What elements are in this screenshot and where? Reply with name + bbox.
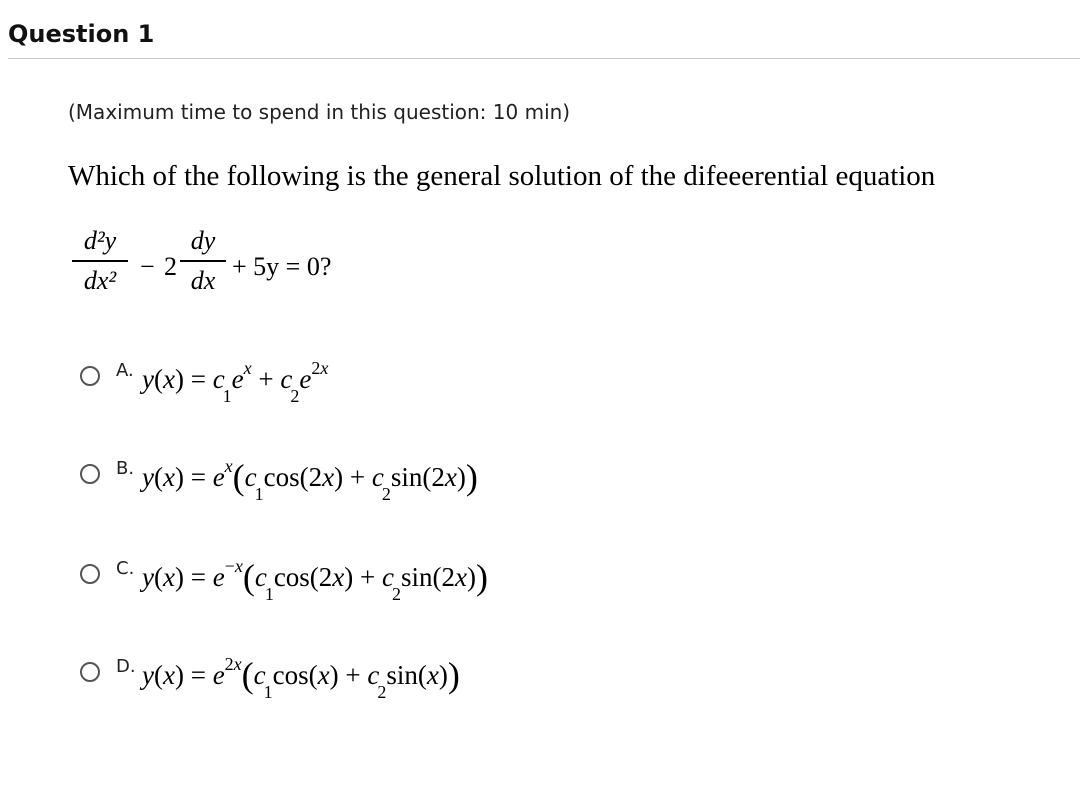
time-note: (Maximum time to spend in this question: 10 min) [68,100,571,124]
minus-sign: − [140,252,155,281]
option-b[interactable] [80,456,980,516]
fraction-dy-dx [180,224,226,298]
option-c-formula: $y(x) = e^{-x}(c_1\cos(2x) + c_2\sin(2x))$ [142,556,488,604]
fraction-bar [180,260,226,262]
option-c-letter: C. [116,558,135,579]
question-title: Question 1 [8,20,155,48]
option-b-letter: B. [116,458,135,479]
option-c-radio[interactable] [80,564,100,584]
option-b-formula: $y(x) = e^x(c_1\cos(2x) + c_2\sin(2x))$ [142,456,478,504]
fraction-denominator: dx [190,265,216,295]
option-d-letter: D. [116,656,136,677]
option-a-formula: $y(x) = c_1e^x + c_2e^{2x}$ [142,358,329,406]
fraction-denominator: dx² [83,265,117,295]
option-d-radio[interactable] [80,662,100,682]
option-d[interactable] [80,654,980,714]
option-a-letter: A. [116,360,134,381]
fraction-numerator: d²y [83,226,117,255]
question-prompt: Which of the following is the general solution of the difeeerential equation [68,160,936,192]
coefficient: 2 [164,252,177,281]
fraction-d2y-dx2 [72,224,128,298]
fraction-numerator: dy [190,226,216,255]
differential-equation [68,224,468,314]
option-a[interactable] [80,358,980,418]
option-b-radio[interactable] [80,464,100,484]
question-header [8,18,1080,59]
option-d-formula: $y(x) = e^{2x}(c_1\cos(x) + c_2\sin(x))$ [142,654,460,702]
fraction-bar [72,260,128,262]
option-c[interactable] [80,556,980,616]
option-a-radio[interactable] [80,366,100,386]
equation-remainder: + 5y = 0? [232,252,332,281]
